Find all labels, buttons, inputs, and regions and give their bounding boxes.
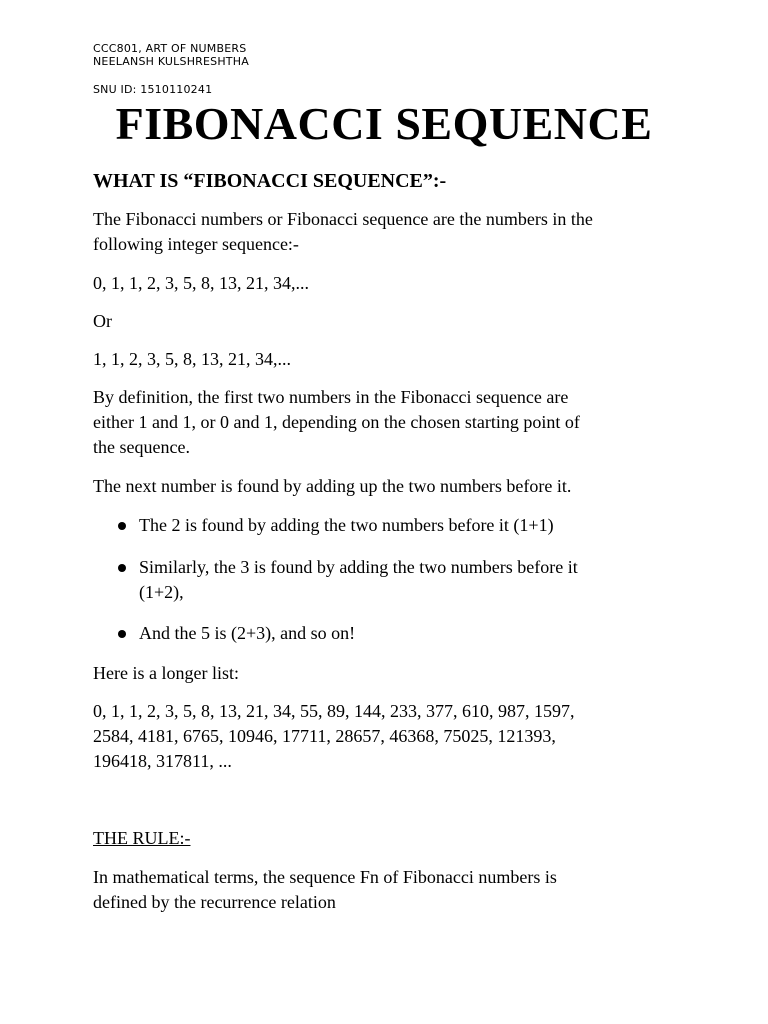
long-list-line-2: 2584, 4181, 6765, 10946, 17711, 28657, 46368, 75025, 121393,	[93, 726, 556, 746]
bullet-item-3: And the 5 is (2+3), and so on!	[139, 623, 356, 643]
bullet-item-2-line-2: (1+2),	[139, 582, 184, 602]
sequence-from-zero: 0, 1, 1, 2, 3, 5, 8, 13, 21, 34,...	[93, 273, 309, 293]
intro-line-2: following integer sequence:-	[93, 234, 299, 254]
bullet-icon	[118, 630, 126, 638]
bullet-item-2-line-1: Similarly, the 3 is found by adding the two numbers before it	[139, 557, 578, 577]
course-line: CCC801, ART OF NUMBERS	[93, 42, 247, 55]
definition-line-1: By definition, the first two numbers in the Fibonacci sequence are	[93, 387, 569, 407]
snu-id-line: SNU ID: 1510110241	[93, 83, 213, 96]
page-title: FIBONACCI SEQUENCE	[115, 98, 653, 149]
next-number-text: The next number is found by adding up the two numbers before it.	[93, 476, 572, 496]
long-list-line-1: 0, 1, 1, 2, 3, 5, 8, 13, 21, 34, 55, 89, 144, 233, 377, 610, 987, 1597,	[93, 701, 575, 721]
definition-line-2: either 1 and 1, or 0 and 1, depending on the chosen starting point of	[93, 412, 580, 432]
or-text: Or	[93, 311, 112, 331]
rule-line-1: In mathematical terms, the sequence Fn of Fibonacci numbers is	[93, 867, 557, 887]
bullet-item-1: The 2 is found by adding the two numbers before it (1+1)	[139, 515, 554, 535]
section-heading-rule: THE RULE:-	[93, 828, 191, 848]
rule-line-2: defined by the recurrence relation	[93, 892, 336, 912]
bullet-icon	[118, 522, 126, 530]
long-list-line-3: 196418, 317811, ...	[93, 751, 232, 771]
longer-list-label: Here is a longer list:	[93, 663, 239, 683]
bullet-icon	[118, 564, 126, 572]
section-heading-what-is: WHAT IS “FIBONACCI SEQUENCE”:-	[93, 170, 447, 192]
intro-line-1: The Fibonacci numbers or Fibonacci sequence are the numbers in the	[93, 209, 593, 229]
sequence-from-one: 1, 1, 2, 3, 5, 8, 13, 21, 34,...	[93, 349, 291, 369]
author-line: NEELANSH KULSHRESHTHA	[93, 55, 249, 68]
definition-line-3: the sequence.	[93, 437, 190, 457]
